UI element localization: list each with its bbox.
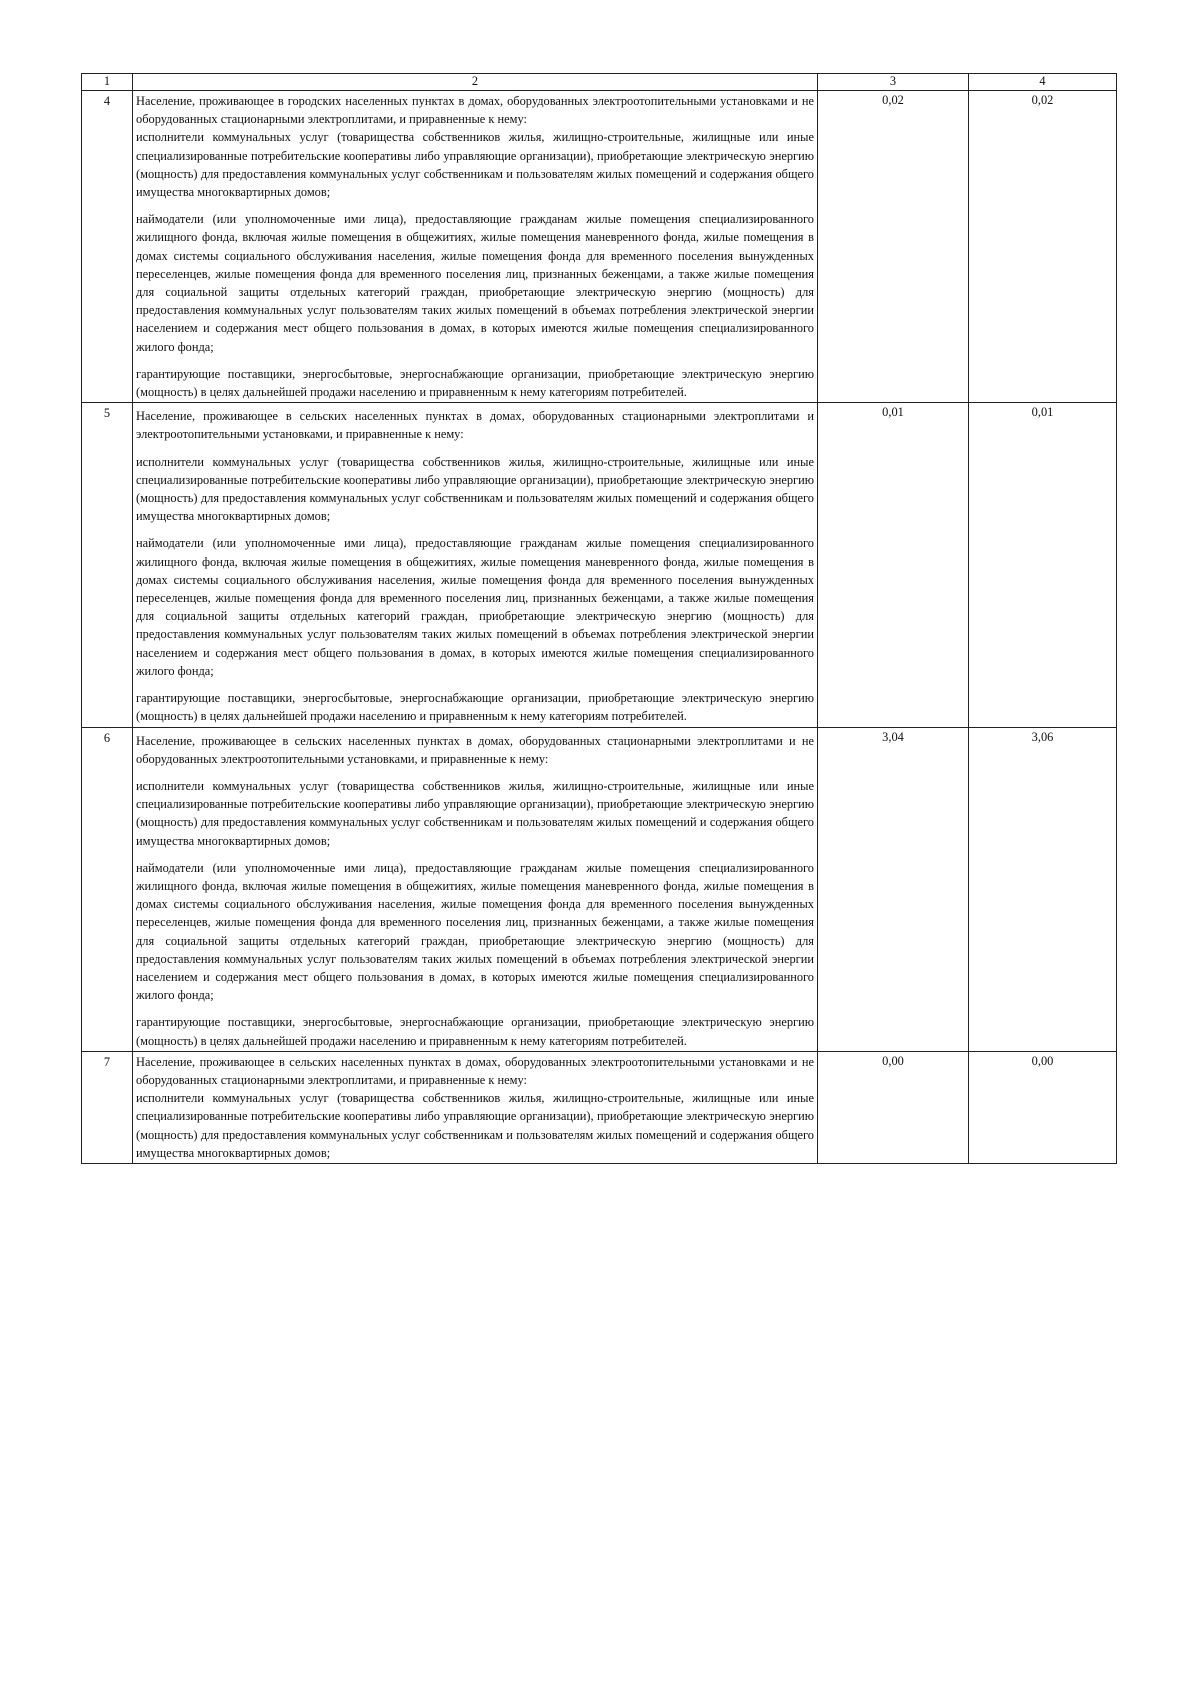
row-description bbox=[133, 727, 818, 1051]
row-number: 7 bbox=[82, 1051, 133, 1163]
tariff-table bbox=[81, 73, 1117, 1164]
row-number: 6 bbox=[82, 727, 133, 1051]
row-description bbox=[133, 403, 818, 727]
suppliers-text: гарантирующие поставщики, энергосбытовые, энергоснабжающие организации, приобретающие электрическую энергию (мощность) в целях дальнейшей продажи населению и приравненным к нему категориям потребителей. bbox=[136, 366, 814, 400]
value-col-4: 0,00 bbox=[969, 1051, 1117, 1163]
header-col-1: 1 bbox=[82, 74, 133, 91]
utility-providers-text: исполнители коммунальных услуг (товарищества собственников жилья, жилищно-строительные, жилищные или иные специализированные потребительские кооперативы либо управляющие организации), приобретающие электрическую энергию (мощность) для предоставления коммунальных услуг собственникам и пользователям жилых помещений и содержания общего имущества многоквартирных домов; bbox=[136, 454, 814, 524]
value-col-4: 0,01 bbox=[969, 403, 1117, 727]
utility-providers-text: исполнители коммунальных услуг (товарищества собственников жилья, жилищно-строительные, жилищные или иные специализированные потребительские кооперативы либо управляющие организации), приобретающие электрическую энергию (мощность) для предоставления коммунальных услуг собственникам и пользователям жилых помещений и содержания общего имущества многоквартирных домов; bbox=[136, 1091, 814, 1160]
value-col-4: 0,02 bbox=[969, 91, 1117, 403]
row-description bbox=[133, 1051, 818, 1163]
landlords-text: наймодатели (или уполномоченные ими лица), предоставляющие гражданам жилые помещения специализированного жилищного фонда, включая жилые помещения в общежитиях, жилые помещения маневренного фонда, жилые помещения в домах системы социального обслуживания населения, жилые помещения фонда для временного поселения вынужденных переселенцев, жилые помещения фонда для временного поселения лиц, признанных беженцами, а также жилые помещения для социальной защиты отдельных категорий граждан, приобретающие электрическую энергию (мощность) для предоставления коммунальных услуг пользователям таких жилых помещений в объемах потребления электрической энергии населением и содержания мест общего пользования в домах, в которых имеются жилые помещения специализированного жилого фонда; bbox=[136, 860, 814, 1003]
landlords-text: наймодатели (или уполномоченные ими лица), предоставляющие гражданам жилые помещения специализированного жилищного фонда, включая жилые помещения в общежитиях, жилые помещения маневренного фонда, жилые помещения в домах системы социального обслуживания населения, жилые помещения фонда для временного поселения вынужденных переселенцев, жилые помещения фонда для временного поселения лиц, признанных беженцами, а также жилые помещения для социальной защиты отдельных категорий граждан, приобретающие электрическую энергию (мощность) для предоставления коммунальных услуг пользователям таких жилых помещений в объемах потребления электрической энергии населением и содержания мест общего пользования в домах, в которых имеются жилые помещения специализированного жилого фонда; bbox=[136, 536, 814, 678]
consumer-category: Население, проживающее в сельских населенных пунктах в домах, оборудованных стационарными электроплитами и не оборудованных электроотопительными установками, и приравненные к нему: bbox=[136, 733, 814, 766]
row-number: 4 bbox=[82, 91, 133, 403]
landlords-text: наймодатели (или уполномоченные ими лица), предоставляющие гражданам жилые помещения специализированного жилищного фонда, включая жилые помещения в общежитиях, жилые помещения маневренного фонда, жилые помещения в домах системы социального обслуживания населения, жилые помещения фонда для временного поселения вынужденных переселенцев, жилые помещения фонда для временного поселения лиц, признанных беженцами, а также жилые помещения для социальной защиты отдельных категорий граждан, приобретающие электрическую энергию (мощность) для предоставления коммунальных услуг пользователям таких жилых помещений в объемах потребления электрической энергии населением и содержания мест общего пользования в домах, в которых имеются жилые помещения специализированного жилого фонда; bbox=[136, 212, 814, 354]
value-col-3: 0,01 bbox=[818, 403, 969, 727]
table-row bbox=[82, 91, 1117, 403]
consumer-category: Население, проживающее в сельских населенных пунктах в домах, оборудованных стационарными электроплитами и электроотопительными установками, и приравненные к нему: bbox=[136, 409, 814, 442]
value-col-4: 3,06 bbox=[969, 727, 1117, 1051]
utility-providers-text: исполнители коммунальных услуг (товарищества собственников жилья, жилищно-строительные, жилищные или иные специализированные потребительские кооперативы либо управляющие организации), приобретающие электрическую энергию (мощность) для предоставления коммунальных услуг собственникам и пользователям жилых помещений и содержания общего имущества многоквартирных домов; bbox=[136, 778, 814, 848]
value-col-3: 0,02 bbox=[818, 91, 969, 403]
consumer-category: Население, проживающее в сельских населенных пунктах в домах, оборудованных электроотопительными установками и не оборудованных стационарными электроплитами, и приравненные к нему: bbox=[136, 1054, 814, 1087]
row-description bbox=[133, 91, 818, 403]
table-row bbox=[82, 403, 1117, 727]
table-row bbox=[82, 727, 1117, 1051]
header-col-3: 3 bbox=[818, 74, 969, 91]
suppliers-text: гарантирующие поставщики, энергосбытовые, энергоснабжающие организации, приобретающие электрическую энергию (мощность) в целях дальнейшей продажи населению и приравненным к нему категориям потребителей. bbox=[136, 691, 814, 724]
header-col-2: 2 bbox=[133, 74, 818, 91]
table-row bbox=[82, 1051, 1117, 1163]
value-col-3: 3,04 bbox=[818, 727, 969, 1051]
table-header-row bbox=[82, 74, 1117, 91]
consumer-category: Население, проживающее в городских населенных пунктах в домах, оборудованных электроотопительными установками и не оборудованных стационарными электроплитами, и приравненные к нему: bbox=[136, 94, 814, 127]
header-col-4: 4 bbox=[969, 74, 1117, 91]
suppliers-text: гарантирующие поставщики, энергосбытовые, энергоснабжающие организации, приобретающие электрическую энергию (мощность) в целях дальнейшей продажи населению и приравненным к нему категориям потребителей. bbox=[136, 1015, 814, 1048]
row-number: 5 bbox=[82, 403, 133, 727]
value-col-3: 0,00 bbox=[818, 1051, 969, 1163]
utility-providers-text: исполнители коммунальных услуг (товарищества собственников жилья, жилищно-строительные, жилищные или иные специализированные потребительские кооперативы либо управляющие организации), приобретающие электрическую энергию (мощность) для предоставления коммунальных услуг собственникам и пользователям жилых помещений и содержания общего имущества многоквартирных домов; bbox=[136, 130, 814, 200]
